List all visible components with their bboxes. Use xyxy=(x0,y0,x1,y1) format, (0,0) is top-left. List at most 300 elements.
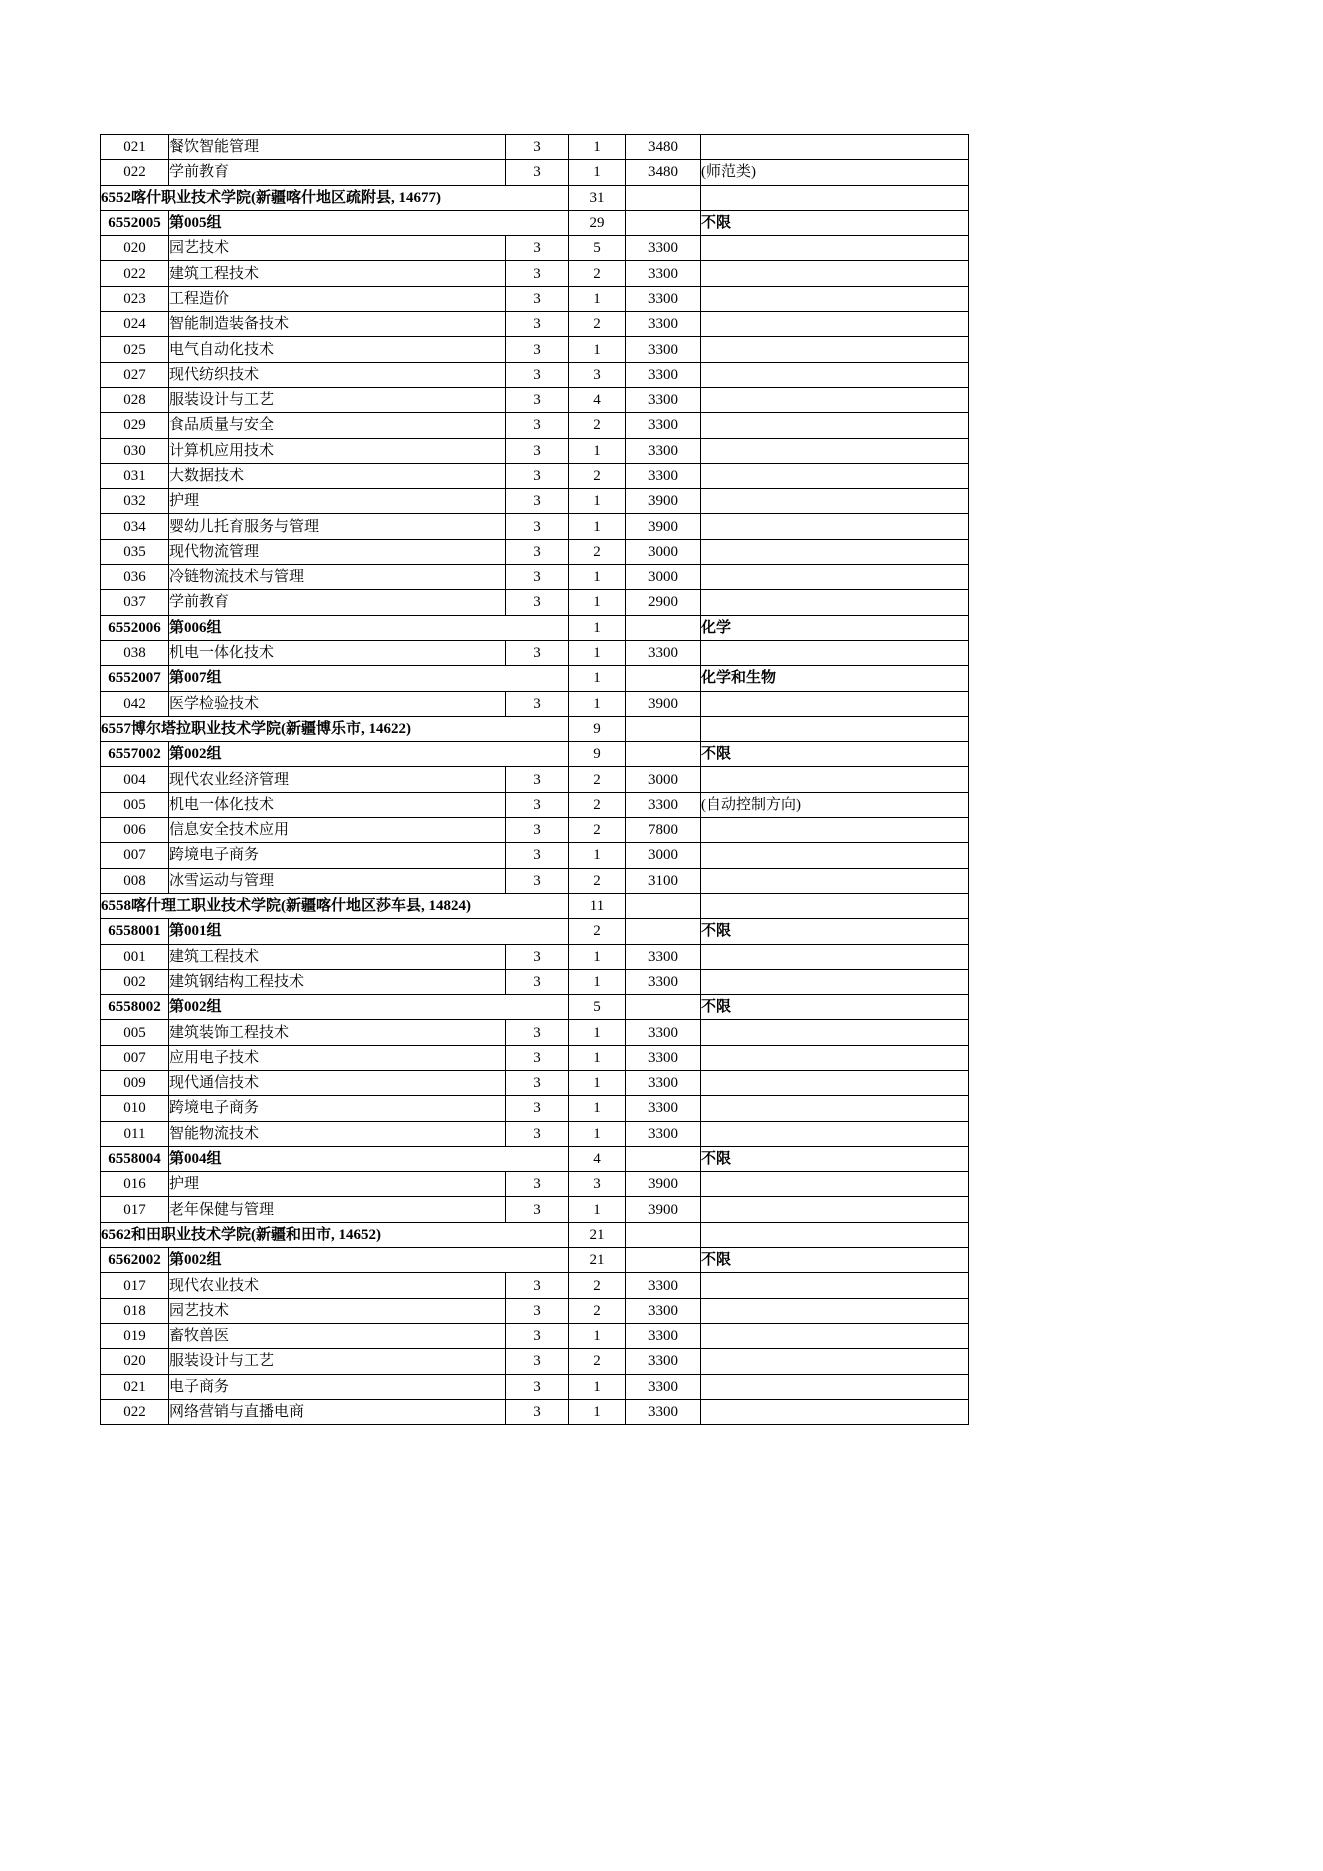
count-cell: 2 xyxy=(569,413,626,438)
major-name-cell: 现代农业经济管理 xyxy=(169,767,506,792)
fee-cell: 3480 xyxy=(626,160,701,185)
remark-cell: 不限 xyxy=(701,210,969,235)
count-cell: 1 xyxy=(569,1399,626,1424)
major-code-cell: 001 xyxy=(101,944,169,969)
years-cell: 3 xyxy=(506,1374,569,1399)
years-cell: 3 xyxy=(506,767,569,792)
years-cell: 3 xyxy=(506,944,569,969)
major-row xyxy=(101,1045,969,1070)
remark-cell xyxy=(701,767,969,792)
count-cell: 1 xyxy=(569,514,626,539)
school-row xyxy=(101,185,969,210)
years-cell: 3 xyxy=(506,1298,569,1323)
group-name-cell: 第005组 xyxy=(169,210,569,235)
remark-cell xyxy=(701,539,969,564)
group-code-cell: 6558001 xyxy=(101,919,169,944)
count-cell: 1 xyxy=(569,337,626,362)
years-cell: 3 xyxy=(506,1020,569,1045)
major-name-cell: 信息安全技术应用 xyxy=(169,818,506,843)
count-cell: 1 xyxy=(569,438,626,463)
fee-cell xyxy=(626,893,701,918)
years-cell: 3 xyxy=(506,362,569,387)
fee-cell: 3900 xyxy=(626,1197,701,1222)
major-row xyxy=(101,818,969,843)
count-cell: 5 xyxy=(569,995,626,1020)
group-code-cell: 6562002 xyxy=(101,1248,169,1273)
fee-cell: 3480 xyxy=(626,135,701,160)
years-cell: 3 xyxy=(506,1070,569,1095)
years-cell: 3 xyxy=(506,312,569,337)
major-code-cell: 034 xyxy=(101,514,169,539)
group-row xyxy=(101,210,969,235)
major-name-cell: 服装设计与工艺 xyxy=(169,1349,506,1374)
count-cell: 2 xyxy=(569,1349,626,1374)
major-name-cell: 学前教育 xyxy=(169,590,506,615)
major-row xyxy=(101,1172,969,1197)
major-code-cell: 016 xyxy=(101,1172,169,1197)
fee-cell: 3300 xyxy=(626,312,701,337)
count-cell: 2 xyxy=(569,1298,626,1323)
remark-cell xyxy=(701,590,969,615)
years-cell: 3 xyxy=(506,387,569,412)
count-cell: 2 xyxy=(569,792,626,817)
years-cell: 3 xyxy=(506,969,569,994)
group-row xyxy=(101,1146,969,1171)
major-name-cell: 医学检验技术 xyxy=(169,691,506,716)
major-name-cell: 建筑装饰工程技术 xyxy=(169,1020,506,1045)
fee-cell: 2900 xyxy=(626,590,701,615)
major-row xyxy=(101,1273,969,1298)
years-cell: 3 xyxy=(506,590,569,615)
group-name-cell: 第002组 xyxy=(169,1248,569,1273)
major-name-cell: 餐饮智能管理 xyxy=(169,135,506,160)
major-code-cell: 038 xyxy=(101,640,169,665)
fee-cell: 7800 xyxy=(626,818,701,843)
fee-cell: 3300 xyxy=(626,1121,701,1146)
fee-cell xyxy=(626,995,701,1020)
years-cell: 3 xyxy=(506,463,569,488)
major-name-cell: 现代物流管理 xyxy=(169,539,506,564)
fee-cell: 3000 xyxy=(626,843,701,868)
remark-cell xyxy=(701,362,969,387)
remark-cell xyxy=(701,387,969,412)
major-row xyxy=(101,944,969,969)
years-cell: 3 xyxy=(506,1349,569,1374)
group-name-cell: 第002组 xyxy=(169,995,569,1020)
fee-cell: 3000 xyxy=(626,539,701,564)
major-name-cell: 冰雪运动与管理 xyxy=(169,868,506,893)
group-row xyxy=(101,742,969,767)
years-cell: 3 xyxy=(506,337,569,362)
years-cell: 3 xyxy=(506,160,569,185)
count-cell: 1 xyxy=(569,135,626,160)
remark-cell: 化学 xyxy=(701,615,969,640)
major-code-cell: 020 xyxy=(101,1349,169,1374)
major-name-cell: 服装设计与工艺 xyxy=(169,387,506,412)
group-code-cell: 6552005 xyxy=(101,210,169,235)
major-code-cell: 007 xyxy=(101,1045,169,1070)
major-code-cell: 010 xyxy=(101,1096,169,1121)
major-code-cell: 022 xyxy=(101,1399,169,1424)
remark-cell xyxy=(701,716,969,741)
years-cell: 3 xyxy=(506,261,569,286)
remark-cell xyxy=(701,1298,969,1323)
major-row xyxy=(101,489,969,514)
major-row xyxy=(101,1121,969,1146)
major-code-cell: 019 xyxy=(101,1323,169,1348)
years-cell: 3 xyxy=(506,1399,569,1424)
count-cell: 4 xyxy=(569,387,626,412)
years-cell: 3 xyxy=(506,1323,569,1348)
fee-cell xyxy=(626,1248,701,1273)
major-name-cell: 护理 xyxy=(169,489,506,514)
school-name-cell: 6562和田职业技术学院(新疆和田市, 14652) xyxy=(101,1222,569,1247)
fee-cell: 3300 xyxy=(626,1045,701,1070)
remark-cell xyxy=(701,489,969,514)
years-cell: 3 xyxy=(506,413,569,438)
count-cell: 2 xyxy=(569,539,626,564)
years-cell: 3 xyxy=(506,843,569,868)
major-name-cell: 计算机应用技术 xyxy=(169,438,506,463)
count-cell: 9 xyxy=(569,742,626,767)
major-name-cell: 跨境电子商务 xyxy=(169,1096,506,1121)
major-row xyxy=(101,135,969,160)
major-code-cell: 027 xyxy=(101,362,169,387)
remark-cell xyxy=(701,565,969,590)
years-cell: 3 xyxy=(506,818,569,843)
count-cell: 1 xyxy=(569,1070,626,1095)
major-code-cell: 023 xyxy=(101,286,169,311)
remark-cell xyxy=(701,1222,969,1247)
group-name-cell: 第006组 xyxy=(169,615,569,640)
major-name-cell: 园艺技术 xyxy=(169,1298,506,1323)
remark-cell xyxy=(701,868,969,893)
count-cell: 2 xyxy=(569,1273,626,1298)
major-code-cell: 007 xyxy=(101,843,169,868)
years-cell: 3 xyxy=(506,792,569,817)
group-name-cell: 第001组 xyxy=(169,919,569,944)
major-row xyxy=(101,413,969,438)
count-cell: 9 xyxy=(569,716,626,741)
admission-plan-table-body xyxy=(101,135,969,1425)
major-row xyxy=(101,337,969,362)
remark-cell: (自动控制方向) xyxy=(701,792,969,817)
major-row xyxy=(101,312,969,337)
count-cell: 2 xyxy=(569,919,626,944)
major-name-cell: 现代农业技术 xyxy=(169,1273,506,1298)
major-row xyxy=(101,1197,969,1222)
school-name-cell: 6552喀什职业技术学院(新疆喀什地区疏附县, 14677) xyxy=(101,185,569,210)
fee-cell xyxy=(626,1146,701,1171)
major-code-cell: 022 xyxy=(101,261,169,286)
fee-cell: 3000 xyxy=(626,767,701,792)
fee-cell xyxy=(626,615,701,640)
major-row xyxy=(101,1349,969,1374)
remark-cell xyxy=(701,236,969,261)
fee-cell xyxy=(626,716,701,741)
major-row xyxy=(101,1096,969,1121)
fee-cell: 3300 xyxy=(626,337,701,362)
fee-cell: 3300 xyxy=(626,438,701,463)
years-cell: 3 xyxy=(506,1121,569,1146)
group-code-cell: 6557002 xyxy=(101,742,169,767)
major-name-cell: 护理 xyxy=(169,1172,506,1197)
fee-cell: 3300 xyxy=(626,1020,701,1045)
major-row xyxy=(101,691,969,716)
major-code-cell: 030 xyxy=(101,438,169,463)
count-cell: 1 xyxy=(569,1197,626,1222)
years-cell: 3 xyxy=(506,539,569,564)
fee-cell: 3900 xyxy=(626,514,701,539)
fee-cell: 3300 xyxy=(626,1298,701,1323)
years-cell: 3 xyxy=(506,640,569,665)
count-cell: 4 xyxy=(569,1146,626,1171)
count-cell: 2 xyxy=(569,312,626,337)
fee-cell: 3100 xyxy=(626,868,701,893)
major-code-cell: 025 xyxy=(101,337,169,362)
fee-cell: 3900 xyxy=(626,489,701,514)
count-cell: 31 xyxy=(569,185,626,210)
major-code-cell: 032 xyxy=(101,489,169,514)
years-cell: 3 xyxy=(506,514,569,539)
remark-cell: 不限 xyxy=(701,919,969,944)
major-row xyxy=(101,463,969,488)
major-code-cell: 024 xyxy=(101,312,169,337)
count-cell: 1 xyxy=(569,565,626,590)
major-row xyxy=(101,1020,969,1045)
major-name-cell: 网络营销与直播电商 xyxy=(169,1399,506,1424)
remark-cell xyxy=(701,893,969,918)
major-name-cell: 冷链物流技术与管理 xyxy=(169,565,506,590)
major-code-cell: 005 xyxy=(101,1020,169,1045)
major-row xyxy=(101,160,969,185)
count-cell: 21 xyxy=(569,1248,626,1273)
remark-cell: 化学和生物 xyxy=(701,666,969,691)
remark-cell xyxy=(701,1121,969,1146)
school-row xyxy=(101,716,969,741)
major-name-cell: 机电一体化技术 xyxy=(169,792,506,817)
major-code-cell: 005 xyxy=(101,792,169,817)
major-name-cell: 电气自动化技术 xyxy=(169,337,506,362)
fee-cell xyxy=(626,666,701,691)
count-cell: 1 xyxy=(569,666,626,691)
major-row xyxy=(101,565,969,590)
major-code-cell: 021 xyxy=(101,1374,169,1399)
count-cell: 1 xyxy=(569,843,626,868)
years-cell: 3 xyxy=(506,135,569,160)
major-name-cell: 跨境电子商务 xyxy=(169,843,506,868)
years-cell: 3 xyxy=(506,1197,569,1222)
remark-cell: (师范类) xyxy=(701,160,969,185)
major-name-cell: 畜牧兽医 xyxy=(169,1323,506,1348)
count-cell: 3 xyxy=(569,1172,626,1197)
remark-cell xyxy=(701,944,969,969)
group-code-cell: 6558004 xyxy=(101,1146,169,1171)
major-row xyxy=(101,843,969,868)
major-name-cell: 机电一体化技术 xyxy=(169,640,506,665)
count-cell: 1 xyxy=(569,286,626,311)
fee-cell: 3300 xyxy=(626,1349,701,1374)
remark-cell xyxy=(701,1096,969,1121)
fee-cell: 3000 xyxy=(626,565,701,590)
remark-cell xyxy=(701,1172,969,1197)
remark-cell xyxy=(701,185,969,210)
remark-cell xyxy=(701,135,969,160)
group-row xyxy=(101,666,969,691)
years-cell: 3 xyxy=(506,489,569,514)
admission-plan-table xyxy=(100,134,969,1425)
group-name-cell: 第002组 xyxy=(169,742,569,767)
remark-cell xyxy=(701,438,969,463)
fee-cell xyxy=(626,185,701,210)
years-cell: 3 xyxy=(506,1096,569,1121)
major-code-cell: 037 xyxy=(101,590,169,615)
years-cell: 3 xyxy=(506,1172,569,1197)
major-row xyxy=(101,868,969,893)
major-code-cell: 006 xyxy=(101,818,169,843)
major-name-cell: 智能物流技术 xyxy=(169,1121,506,1146)
group-code-cell: 6552007 xyxy=(101,666,169,691)
major-name-cell: 现代通信技术 xyxy=(169,1070,506,1095)
major-name-cell: 建筑钢结构工程技术 xyxy=(169,969,506,994)
count-cell: 1 xyxy=(569,160,626,185)
fee-cell: 3300 xyxy=(626,362,701,387)
fee-cell: 3300 xyxy=(626,944,701,969)
major-code-cell: 018 xyxy=(101,1298,169,1323)
major-row xyxy=(101,767,969,792)
school-row xyxy=(101,893,969,918)
years-cell: 3 xyxy=(506,1045,569,1070)
count-cell: 1 xyxy=(569,1323,626,1348)
group-row xyxy=(101,919,969,944)
remark-cell xyxy=(701,1399,969,1424)
fee-cell xyxy=(626,919,701,944)
fee-cell: 3300 xyxy=(626,413,701,438)
count-cell: 1 xyxy=(569,1121,626,1146)
fee-cell xyxy=(626,210,701,235)
count-cell: 1 xyxy=(569,1374,626,1399)
remark-cell xyxy=(701,261,969,286)
major-code-cell: 009 xyxy=(101,1070,169,1095)
count-cell: 11 xyxy=(569,893,626,918)
major-name-cell: 学前教育 xyxy=(169,160,506,185)
count-cell: 1 xyxy=(569,1020,626,1045)
major-code-cell: 017 xyxy=(101,1197,169,1222)
count-cell: 2 xyxy=(569,818,626,843)
major-row xyxy=(101,590,969,615)
count-cell: 3 xyxy=(569,362,626,387)
major-row xyxy=(101,514,969,539)
major-row xyxy=(101,1323,969,1348)
major-name-cell: 园艺技术 xyxy=(169,236,506,261)
major-code-cell: 017 xyxy=(101,1273,169,1298)
major-code-cell: 036 xyxy=(101,565,169,590)
years-cell: 3 xyxy=(506,691,569,716)
major-name-cell: 现代纺织技术 xyxy=(169,362,506,387)
remark-cell xyxy=(701,691,969,716)
remark-cell xyxy=(701,286,969,311)
remark-cell xyxy=(701,818,969,843)
years-cell: 3 xyxy=(506,286,569,311)
remark-cell xyxy=(701,1020,969,1045)
major-row xyxy=(101,539,969,564)
remark-cell xyxy=(701,337,969,362)
fee-cell: 3300 xyxy=(626,1273,701,1298)
major-row xyxy=(101,236,969,261)
count-cell: 1 xyxy=(569,615,626,640)
major-row xyxy=(101,1298,969,1323)
major-code-cell: 004 xyxy=(101,767,169,792)
major-row xyxy=(101,438,969,463)
major-code-cell: 031 xyxy=(101,463,169,488)
remark-cell xyxy=(701,1197,969,1222)
fee-cell: 3300 xyxy=(626,286,701,311)
major-name-cell: 食品质量与安全 xyxy=(169,413,506,438)
fee-cell: 3300 xyxy=(626,969,701,994)
major-row xyxy=(101,969,969,994)
remark-cell xyxy=(701,413,969,438)
years-cell: 3 xyxy=(506,236,569,261)
remark-cell xyxy=(701,514,969,539)
major-row xyxy=(101,286,969,311)
remark-cell xyxy=(701,1045,969,1070)
major-name-cell: 工程造价 xyxy=(169,286,506,311)
group-row xyxy=(101,995,969,1020)
count-cell: 2 xyxy=(569,463,626,488)
count-cell: 2 xyxy=(569,868,626,893)
years-cell: 3 xyxy=(506,565,569,590)
school-name-cell: 6558喀什理工职业技术学院(新疆喀什地区莎车县, 14824) xyxy=(101,893,569,918)
group-name-cell: 第007组 xyxy=(169,666,569,691)
count-cell: 1 xyxy=(569,1045,626,1070)
remark-cell xyxy=(701,969,969,994)
fee-cell: 3900 xyxy=(626,1172,701,1197)
remark-cell xyxy=(701,312,969,337)
group-row xyxy=(101,1248,969,1273)
fee-cell xyxy=(626,742,701,767)
count-cell: 2 xyxy=(569,261,626,286)
fee-cell: 3300 xyxy=(626,1399,701,1424)
major-row xyxy=(101,792,969,817)
remark-cell: 不限 xyxy=(701,995,969,1020)
major-row xyxy=(101,261,969,286)
count-cell: 29 xyxy=(569,210,626,235)
remark-cell xyxy=(701,1273,969,1298)
major-code-cell: 028 xyxy=(101,387,169,412)
group-code-cell: 6558002 xyxy=(101,995,169,1020)
remark-cell xyxy=(701,1323,969,1348)
major-name-cell: 建筑工程技术 xyxy=(169,944,506,969)
remark-cell: 不限 xyxy=(701,1248,969,1273)
major-name-cell: 婴幼儿托育服务与管理 xyxy=(169,514,506,539)
major-name-cell: 建筑工程技术 xyxy=(169,261,506,286)
major-code-cell: 008 xyxy=(101,868,169,893)
count-cell: 1 xyxy=(569,489,626,514)
group-code-cell: 6552006 xyxy=(101,615,169,640)
count-cell: 1 xyxy=(569,1096,626,1121)
count-cell: 1 xyxy=(569,969,626,994)
fee-cell: 3300 xyxy=(626,261,701,286)
major-row xyxy=(101,1399,969,1424)
major-code-cell: 042 xyxy=(101,691,169,716)
fee-cell: 3300 xyxy=(626,236,701,261)
fee-cell: 3300 xyxy=(626,1096,701,1121)
fee-cell: 3300 xyxy=(626,463,701,488)
years-cell: 3 xyxy=(506,868,569,893)
major-code-cell: 029 xyxy=(101,413,169,438)
school-row xyxy=(101,1222,969,1247)
major-name-cell: 应用电子技术 xyxy=(169,1045,506,1070)
